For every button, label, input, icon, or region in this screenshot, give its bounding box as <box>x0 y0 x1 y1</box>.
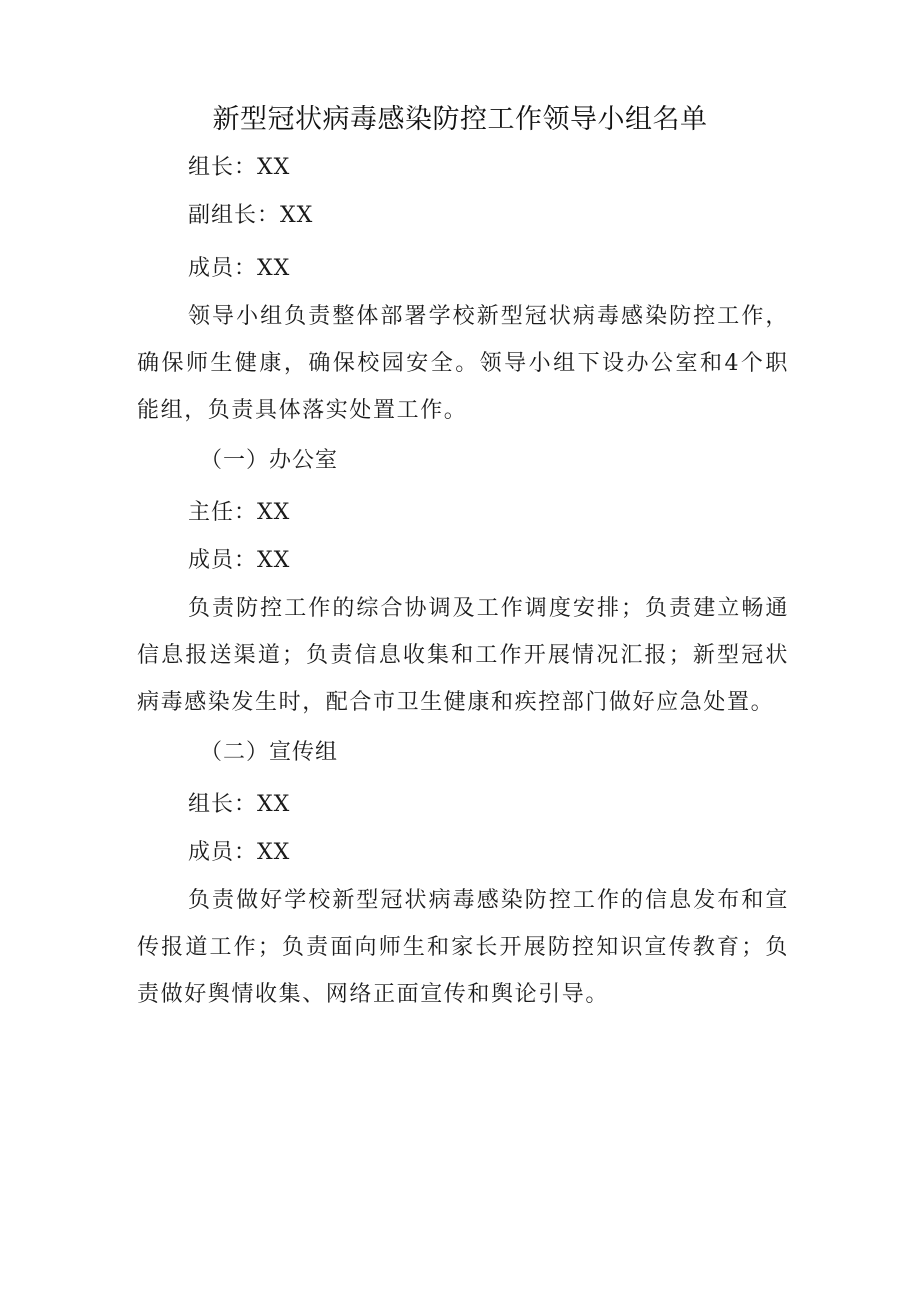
deputy-leader-line: 副组长：XX <box>188 203 314 228</box>
publicity-description: 负责做好学校新型冠状病毒感染防控工作的信息发布和宣传报道工作；负责面向师生和家长开展防控知识宣传教育；负责做好舆情收集、网络正面宣传和舆论引导。 <box>137 888 789 1007</box>
document-title: 新型冠状病毒感染防控工作领导小组名单 <box>212 104 708 135</box>
members-line: 成员：XX <box>188 256 291 281</box>
publicity-leader-line: 组长：XX <box>188 792 291 817</box>
publicity-members-line: 成员：XX <box>188 840 291 865</box>
section-heading-office: （一）办公室 <box>200 448 339 473</box>
office-description: 负责防控工作的综合协调及工作调度安排；负责建立畅通信息报送渠道；负责信息收集和工作开展情况汇报；新型冠状病毒感染发生时，配合市卫生健康和疾控部门做好应急处置。 <box>137 596 789 715</box>
section-heading-publicity: （二）宣传组 <box>200 740 339 765</box>
leader-line: 组长：XX <box>188 155 291 180</box>
office-director-line: 主任：XX <box>188 500 291 525</box>
office-members-line: 成员：XX <box>188 548 291 573</box>
leadership-description: 领导小组负责整体部署学校新型冠状病毒感染防控工作，确保师生健康，确保校园安全。领导小组下设办公室和4个职能组，负责具体落实处置工作。 <box>137 304 789 423</box>
